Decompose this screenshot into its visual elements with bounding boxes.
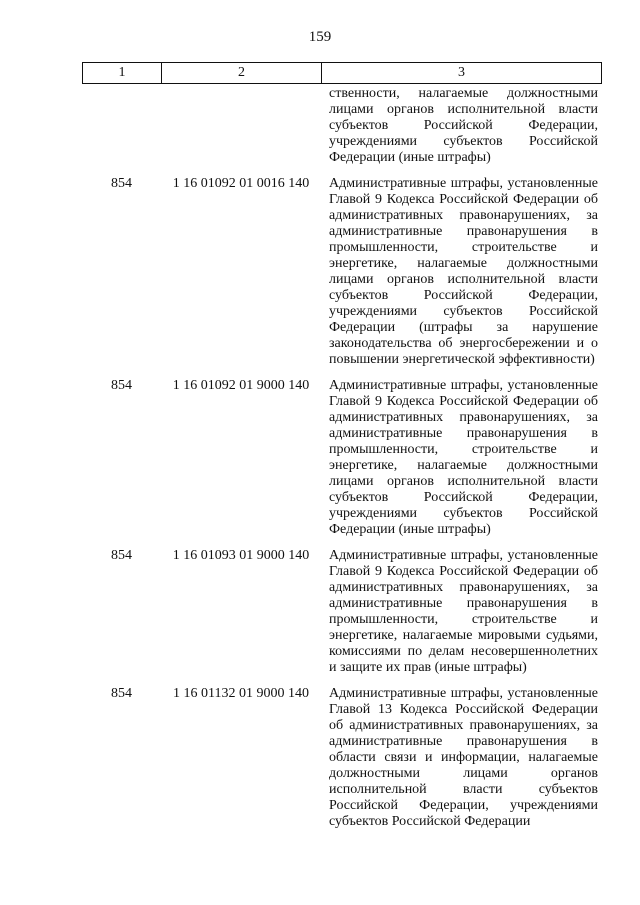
header-col-1: 1 <box>83 63 162 83</box>
page-number: 159 <box>308 29 332 45</box>
admin-code-cell: 854 <box>111 548 132 563</box>
kbk-cell: 1 16 01092 01 0016 140 <box>172 176 310 191</box>
kbk-cell: 1 16 01092 01 9000 140 <box>172 378 310 393</box>
admin-code-cell: 854 <box>111 378 132 393</box>
kbk-cell: 1 16 01132 01 9000 140 <box>173 686 309 701</box>
kbk-cell: 1 16 01093 01 9000 140 <box>172 548 310 563</box>
description-cell: Административные штрафы, установленные Главой 13 Кодекса Российской Федерации об административных правонарушениях, за административные правонарушения в области связи и информации, налагаемые должностными лицами органов исполнительной власти субъектов Российской Федерации, учреждениями субъектов Российской Федерации <box>329 686 598 829</box>
description-cell: Административные штрафы, установленные Главой 9 Кодекса Российской Федерации об административных правонарушениях, за административные правонарушения в промышленности, строительстве и энергетике, налагаемые должностными лицами органов исполнительной власти субъектов Российской Федерации, учреждениями субъектов Российской Федерации (штрафы за нарушение законодательства об энергосбережении и о повышении энергетической эффективности) <box>329 176 598 367</box>
table-row <box>82 548 602 676</box>
admin-code-cell: 854 <box>111 176 132 191</box>
table-body <box>82 86 602 830</box>
description-cell: Административные штрафы, установленные Главой 9 Кодекса Российской Федерации об административных правонарушениях, за административные правонарушения в промышленности, строительстве и энергетике, налагаемые должностными лицами органов исполнительной власти субъектов Российской Федерации, учреждениями субъектов Российской Федерации (иные штрафы) <box>329 378 598 537</box>
description-cell: Административные штрафы, установленные Главой 9 Кодекса Российской Федерации об административных правонарушениях, за административные правонарушения в промышленности, строительстве и энергетике, налагаемые мировыми судьями, комиссиями по делам несовершеннолетних и защите их прав (иные штрафы) <box>329 548 598 675</box>
table-row <box>82 176 602 368</box>
admin-code-cell: 854 <box>111 686 132 701</box>
table-row <box>82 378 602 538</box>
continuation-text: ственности, налагаемые должностными лицами органов исполнительной власти субъектов Российской Федерации, учреждениями субъектов Российской Федерации (иные штрафы) <box>329 86 598 165</box>
header-col-2: 2 <box>162 63 322 83</box>
header-col-3: 3 <box>458 65 465 80</box>
continuation-row <box>82 86 602 166</box>
table-header <box>82 62 602 84</box>
table-row <box>82 686 602 830</box>
